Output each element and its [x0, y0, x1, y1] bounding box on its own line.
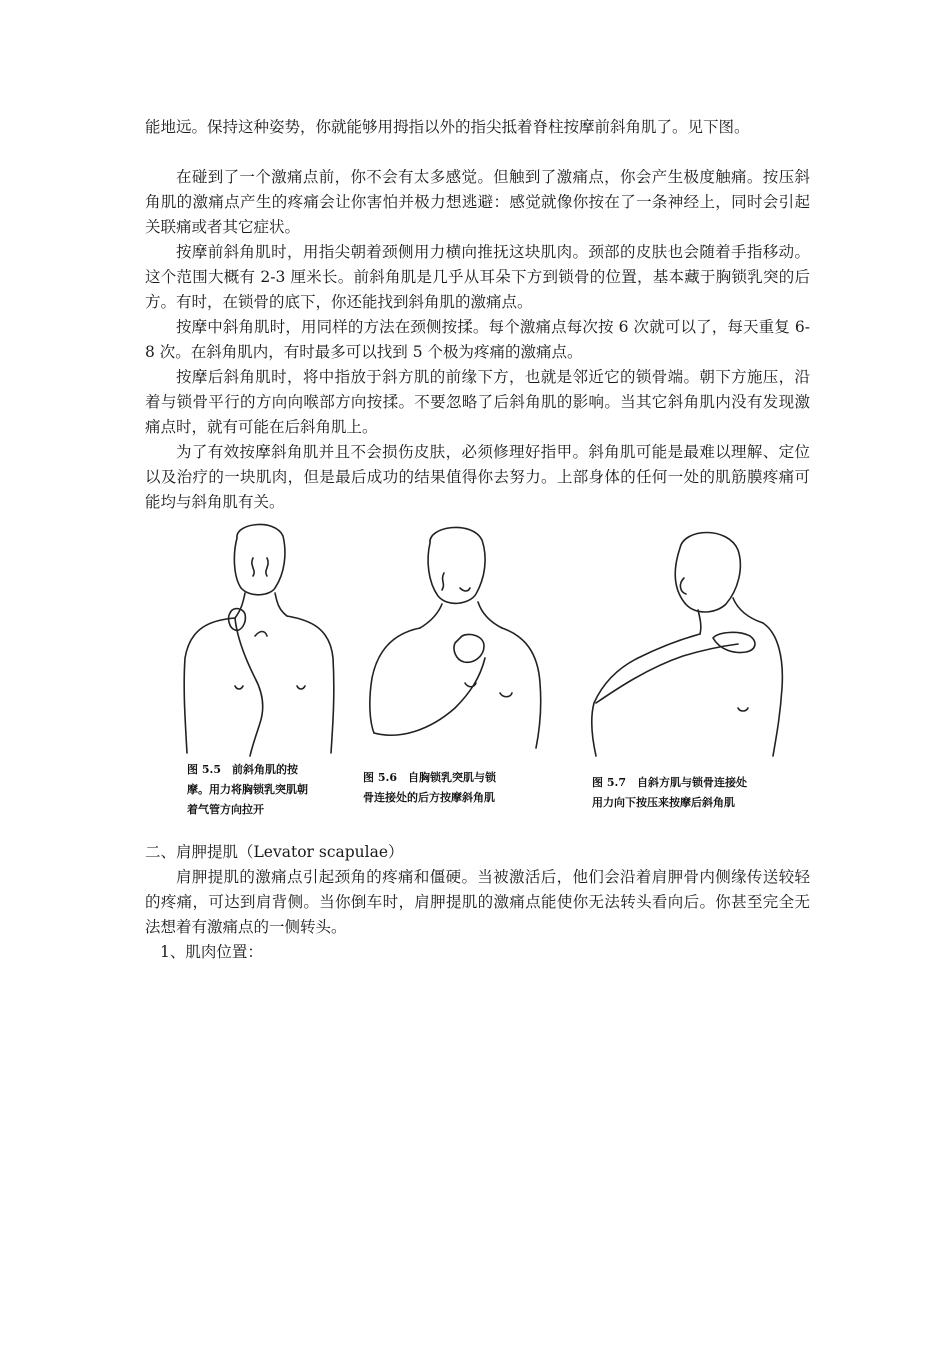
figure-5-6-caption [363, 768, 496, 808]
caption-line: 图 5.7 自斜方肌与锁骨连接处 [592, 776, 747, 789]
caption-line: 图 5.6 自胸锁乳突肌与锁 [363, 771, 496, 784]
figure-5-5-caption [187, 760, 308, 820]
paragraph-nails: 为了有效按摩斜角肌并且不会损伤皮肤，必须修理好指甲。斜角肌可能是最难以理解、定位以及治疗的一块肌肉，但是最后成功的结果值得你去努力。上部身体的任何一处的肌筋膜疼痛可能均与斜角肌有关。 [145, 443, 810, 511]
figure-5-5-illustration [175, 518, 340, 758]
section-heading-levator-scapulae: 二、肩胛提肌（Levator scapulae） [145, 843, 404, 861]
paragraph-trigger-point-feel: 在碰到了一个激痛点前，你不会有太多感觉。但触到了激痛点，你会产生极度触痛。按压斜角肌的激痛点产生的疼痛会让你害怕并极力想逃避：感觉就像你按在了一条神经上，同时会引起关联痛或者其它症状。 [145, 168, 810, 236]
caption-line: 图 5.5 前斜角肌的按 [187, 763, 298, 776]
caption-line: 用力向下按压来按摩后斜角肌 [592, 796, 735, 809]
figure-5-7-caption [592, 773, 747, 813]
paragraph-middle-scalene: 按摩中斜角肌时，用同样的方法在颈侧按揉。每个激痛点每次按 6 次就可以了，每天重复 6-8 次。在斜角肌内，有时最多可以找到 5 个极为疼痛的激痛点。 [145, 318, 810, 361]
figure-5-7-illustration [588, 518, 788, 758]
caption-line: 摩。用力将胸锁乳突肌朝 [187, 783, 308, 796]
figure-5-6-illustration [360, 518, 545, 758]
caption-line: 骨连接处的后方按摩斜角肌 [363, 791, 495, 804]
paragraph-levator-scapulae: 肩胛提肌的激痛点引起颈角的疼痛和僵硬。当被激活后，他们会沿着肩胛骨内侧缘传送较轻的疼痛，可达到肩背侧。当你倒车时，肩胛提肌的激痛点能使你无法转头看向后。你甚至完全无法想着有激痛点的一侧转头。 [145, 868, 810, 936]
paragraph-anterior-scalene: 按摩前斜角肌时，用指尖朝着颈侧用力横向推抚这块肌肉。颈部的皮肤也会随着手指移动。这个范围大概有 2-3 厘米长。前斜角肌是几乎从耳朵下方到锁骨的位置，基本藏于胸锁乳突的后方。有时，在锁骨的底下，你还能找到斜角肌的激痛点。 [145, 243, 810, 311]
caption-line: 着气管方向拉开 [187, 803, 264, 816]
paragraph-posterior-scalene: 按摩后斜角肌时，将中指放于斜方肌的前缘下方，也就是邻近它的锁骨端。朝下方施压，沿着与锁骨平行的方向向喉部方向按揉。不要忽略了后斜角肌的影响。当其它斜角肌内没有发现激痛点时，就有可能在后斜角肌上。 [145, 368, 810, 436]
subheading-muscle-location: 1、肌肉位置： [160, 943, 263, 961]
paragraph-intro: 能地远。保持这种姿势，你就能够用拇指以外的指尖抵着脊柱按摩前斜角肌了。见下图。 [145, 118, 750, 136]
